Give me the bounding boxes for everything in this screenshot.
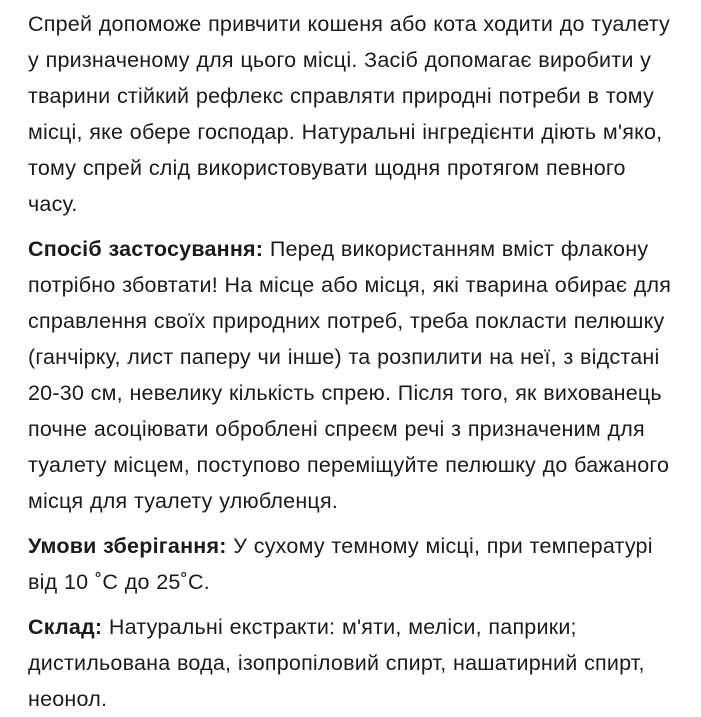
paragraph-storage: [28, 528, 673, 600]
paragraph-usage: [28, 231, 673, 519]
usage-label: Спосіб застосування:: [28, 237, 264, 261]
usage-text: Перед використанням вміст флакону потрібно збовтати! На місце або місця, які тварина обирає для справлення своїх природних потреб, треба покласти пелюшку (ганчірку, лист паперу чи інше) та розпилити на неї, з відстані 20-30 см, невелику кількість спрею. Після того, як вихованець почне асоціювати оброблені спреєм речі з призначеним для туалету місцем, поступово переміщуйте пелюшку до бажаного місця для туалету улюбленця.: [28, 237, 672, 513]
composition-text: Натуральні екстракти: м'яти, меліси, паприки; дистильована вода, ізопропіловий спирт, нашатирний спирт, неонол.: [28, 615, 645, 711]
storage-text: У сухому темному місці, при температурі від 10 ˚С до 25˚С.: [28, 534, 653, 594]
paragraph-intro-text: Спрей допоможе привчити кошеня або кота ходити до туалету у призначеному для цього місці. Засіб допомагає виробити у тварини стійкий рефлекс справляти природні потреби в тому місці, яке обере господар. Натуральні інгредієнти діють м'яко, тому спрей слід використовувати щодня протягом певного часу.: [28, 12, 670, 216]
composition-label: Склад:: [28, 615, 103, 639]
paragraph-composition: [28, 609, 673, 717]
paragraph-intro: [28, 6, 673, 222]
storage-label: Умови зберігання:: [28, 534, 227, 558]
